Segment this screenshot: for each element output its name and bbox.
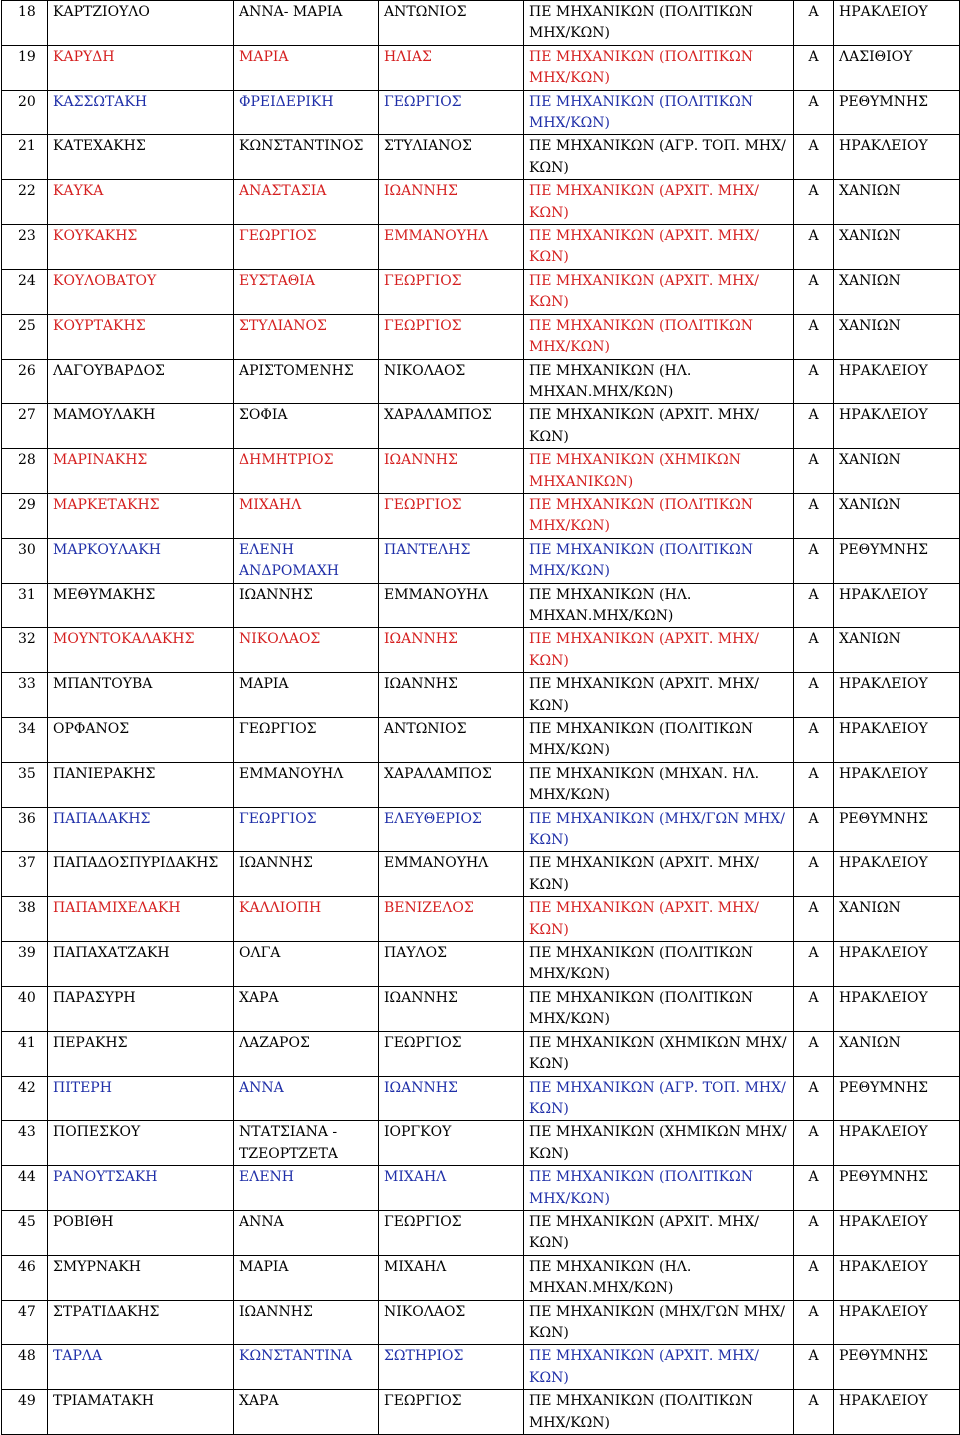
surname-cell: ΜΑΜΟΥΛΑΚΗ — [48, 404, 234, 449]
region-cell: ΗΡΑΚΛΕΙΟΥ — [834, 673, 960, 718]
father-name-cell: ΝΙΚΟΛΑΟΣ — [379, 359, 524, 404]
first-name-cell: ΕΛΕΝΗ — [234, 1166, 379, 1211]
father-name-cell: ΑΝΤΩΝΙΟΣ — [379, 1, 524, 46]
first-name-cell: ΣΤΥΛΙΑΝΟΣ — [234, 314, 379, 359]
first-name-cell: ΚΩΝΣΤΑΝΤΙΝΑ — [234, 1345, 379, 1390]
region-cell: ΧΑΝΙΩΝ — [834, 180, 960, 225]
table-row — [2, 359, 960, 404]
father-name-cell: ΣΩΤΗΡΙΟΣ — [379, 1345, 524, 1390]
table-row — [2, 718, 960, 763]
surname-cell: ΜΑΡΙΝΑΚΗΣ — [48, 449, 234, 494]
table-row — [2, 90, 960, 135]
region-cell: ΗΡΑΚΛΕΙΟΥ — [834, 986, 960, 1031]
surname-cell: ΣΤΡΑΤΙΔΑΚΗΣ — [48, 1300, 234, 1345]
row-number: 24 — [2, 269, 48, 314]
first-name-cell: ΑΝΝΑ — [234, 1210, 379, 1255]
table-row — [2, 1255, 960, 1300]
row-number: 36 — [2, 807, 48, 852]
department-cell: ΠΕ ΜΗΧΑΝΙΚΩΝ (ΑΡΧΙΤ. ΜΗΧ/ΚΩΝ) — [524, 673, 794, 718]
surname-cell: ΚΑΡΤΖΙΟΥΛΟ — [48, 1, 234, 46]
table-row — [2, 449, 960, 494]
father-name-cell: ΓΕΩΡΓΙΟΣ — [379, 269, 524, 314]
first-name-cell: ΜΑΡΙΑ — [234, 1255, 379, 1300]
department-cell: ΠΕ ΜΗΧΑΝΙΚΩΝ (ΠΟΛΙΤΙΚΩΝ ΜΗΧ/ΚΩΝ) — [524, 538, 794, 583]
first-name-cell: ΝΙΚΟΛΑΟΣ — [234, 628, 379, 673]
first-name-cell: ΙΩΑΝΝΗΣ — [234, 1300, 379, 1345]
department-cell: ΠΕ ΜΗΧΑΝΙΚΩΝ (ΑΡΧΙΤ. ΜΗΧ/ΚΩΝ) — [524, 897, 794, 942]
row-number: 26 — [2, 359, 48, 404]
category-cell: Α — [794, 1166, 834, 1211]
table-row — [2, 404, 960, 449]
table-row — [2, 1390, 960, 1435]
category-cell: Α — [794, 404, 834, 449]
region-cell: ΗΡΑΚΛΕΙΟΥ — [834, 1, 960, 46]
father-name-cell: ΠΑΝΤΕΛΗΣ — [379, 538, 524, 583]
row-number: 31 — [2, 583, 48, 628]
row-number: 41 — [2, 1031, 48, 1076]
father-name-cell: ΠΑΥΛΟΣ — [379, 942, 524, 987]
father-name-cell: ΕΜΜΑΝΟΥΗΛ — [379, 583, 524, 628]
surname-cell: ΚΑΣΣΩΤΑΚΗ — [48, 90, 234, 135]
table-row — [2, 493, 960, 538]
father-name-cell: ΕΛΕΥΘΕΡΙΟΣ — [379, 807, 524, 852]
surname-cell: ΠΑΠΑΔΑΚΗΣ — [48, 807, 234, 852]
department-cell: ΠΕ ΜΗΧΑΝΙΚΩΝ (ΑΡΧΙΤ. ΜΗΧ/ΚΩΝ) — [524, 404, 794, 449]
category-cell: Α — [794, 493, 834, 538]
surname-cell: ΠΕΡΑΚΗΣ — [48, 1031, 234, 1076]
table-row — [2, 45, 960, 90]
region-cell: ΡΕΘΥΜΝΗΣ — [834, 1345, 960, 1390]
father-name-cell: ΙΩΑΝΝΗΣ — [379, 180, 524, 225]
row-number: 37 — [2, 852, 48, 897]
region-cell: ΗΡΑΚΛΕΙΟΥ — [834, 942, 960, 987]
table-row — [2, 538, 960, 583]
surname-cell: ΚΟΥΛΟΒΑΤΟΥ — [48, 269, 234, 314]
department-cell: ΠΕ ΜΗΧΑΝΙΚΩΝ (ΠΟΛΙΤΙΚΩΝ ΜΗΧ/ΚΩΝ) — [524, 45, 794, 90]
candidates-table — [1, 0, 960, 1435]
region-cell: ΗΡΑΚΛΕΙΟΥ — [834, 1255, 960, 1300]
department-cell: ΠΕ ΜΗΧΑΝΙΚΩΝ (ΠΟΛΙΤΙΚΩΝ ΜΗΧ/ΚΩΝ) — [524, 1, 794, 46]
row-number: 22 — [2, 180, 48, 225]
category-cell: Α — [794, 45, 834, 90]
row-number: 47 — [2, 1300, 48, 1345]
first-name-cell: ΕΛΕΝΗ ΑΝΔΡΟΜΑΧΗ — [234, 538, 379, 583]
department-cell: ΠΕ ΜΗΧΑΝΙΚΩΝ (ΗΛ. ΜΗΧΑΝ.ΜΗΧ/ΚΩΝ) — [524, 359, 794, 404]
department-cell: ΠΕ ΜΗΧΑΝΙΚΩΝ (ΜΗΧ/ΓΩΝ ΜΗΧ/ΚΩΝ) — [524, 807, 794, 852]
category-cell: Α — [794, 1345, 834, 1390]
category-cell: Α — [794, 718, 834, 763]
first-name-cell: ΧΑΡΑ — [234, 986, 379, 1031]
department-cell: ΠΕ ΜΗΧΑΝΙΚΩΝ (ΑΡΧΙΤ. ΜΗΧ/ΚΩΝ) — [524, 852, 794, 897]
surname-cell: ΜΑΡΚΕΤΑΚΗΣ — [48, 493, 234, 538]
region-cell: ΗΡΑΚΛΕΙΟΥ — [834, 762, 960, 807]
first-name-cell: ΛΑΖΑΡΟΣ — [234, 1031, 379, 1076]
father-name-cell: ΕΜΜΑΝΟΥΗΛ — [379, 225, 524, 270]
department-cell: ΠΕ ΜΗΧΑΝΙΚΩΝ (ΑΓΡ. ΤΟΠ. ΜΗΧ/ΚΩΝ) — [524, 1076, 794, 1121]
row-number: 28 — [2, 449, 48, 494]
surname-cell: ΟΡΦΑΝΟΣ — [48, 718, 234, 763]
surname-cell: ΠΑΠΑΜΙΧΕΛΑΚΗ — [48, 897, 234, 942]
row-number: 27 — [2, 404, 48, 449]
row-number: 40 — [2, 986, 48, 1031]
row-number: 30 — [2, 538, 48, 583]
father-name-cell: ΒΕΝΙΖΕΛΟΣ — [379, 897, 524, 942]
region-cell: ΗΡΑΚΛΕΙΟΥ — [834, 1210, 960, 1255]
department-cell: ΠΕ ΜΗΧΑΝΙΚΩΝ (ΗΛ. ΜΗΧΑΝ.ΜΗΧ/ΚΩΝ) — [524, 583, 794, 628]
category-cell: Α — [794, 538, 834, 583]
region-cell: ΧΑΝΙΩΝ — [834, 628, 960, 673]
first-name-cell: ΓΕΩΡΓΙΟΣ — [234, 807, 379, 852]
row-number: 35 — [2, 762, 48, 807]
table-row — [2, 897, 960, 942]
category-cell: Α — [794, 762, 834, 807]
category-cell: Α — [794, 180, 834, 225]
first-name-cell: ΕΜΜΑΝΟΥΗΛ — [234, 762, 379, 807]
first-name-cell: ΑΝΑΣΤΑΣΙΑ — [234, 180, 379, 225]
row-number: 19 — [2, 45, 48, 90]
table-row — [2, 314, 960, 359]
department-cell: ΠΕ ΜΗΧΑΝΙΚΩΝ (ΜΗΧ/ΓΩΝ ΜΗΧ/ΚΩΝ) — [524, 1300, 794, 1345]
father-name-cell: ΜΙΧΑΗΛ — [379, 1255, 524, 1300]
department-cell: ΠΕ ΜΗΧΑΝΙΚΩΝ (ΠΟΛΙΤΙΚΩΝ ΜΗΧ/ΚΩΝ) — [524, 986, 794, 1031]
first-name-cell: ΣΟΦΙΑ — [234, 404, 379, 449]
region-cell: ΗΡΑΚΛΕΙΟΥ — [834, 718, 960, 763]
first-name-cell: ΚΩΝΣΤΑΝΤΙΝΟΣ — [234, 135, 379, 180]
first-name-cell: ΦΡΕΙΔΕΡΙΚΗ — [234, 90, 379, 135]
first-name-cell: ΑΡΙΣΤΟΜΕΝΗΣ — [234, 359, 379, 404]
category-cell: Α — [794, 897, 834, 942]
surname-cell: ΜΟΥΝΤΟΚΑΛΑΚΗΣ — [48, 628, 234, 673]
father-name-cell: ΓΕΩΡΓΙΟΣ — [379, 314, 524, 359]
region-cell: ΗΡΑΚΛΕΙΟΥ — [834, 404, 960, 449]
category-cell: Α — [794, 1255, 834, 1300]
surname-cell: ΠΑΠΑΔΟΣΠΥΡΙΔΑΚΗΣ — [48, 852, 234, 897]
category-cell: Α — [794, 628, 834, 673]
category-cell: Α — [794, 225, 834, 270]
row-number: 49 — [2, 1390, 48, 1435]
region-cell: ΗΡΑΚΛΕΙΟΥ — [834, 1390, 960, 1435]
region-cell: ΗΡΑΚΛΕΙΟΥ — [834, 359, 960, 404]
first-name-cell: ΚΑΛΛΙΟΠΗ — [234, 897, 379, 942]
father-name-cell: ΣΤΥΛΙΑΝΟΣ — [379, 135, 524, 180]
first-name-cell: ΓΕΩΡΓΙΟΣ — [234, 718, 379, 763]
region-cell: ΡΕΘΥΜΝΗΣ — [834, 1166, 960, 1211]
category-cell: Α — [794, 583, 834, 628]
department-cell: ΠΕ ΜΗΧΑΝΙΚΩΝ (ΜΗΧΑΝ. ΗΛ. ΜΗΧ/ΚΩΝ) — [524, 762, 794, 807]
first-name-cell: ΜΑΡΙΑ — [234, 673, 379, 718]
region-cell: ΧΑΝΙΩΝ — [834, 449, 960, 494]
department-cell: ΠΕ ΜΗΧΑΝΙΚΩΝ (ΑΡΧΙΤ. ΜΗΧ/ΚΩΝ) — [524, 1345, 794, 1390]
table-row — [2, 1300, 960, 1345]
first-name-cell: ΑΝΝΑ- ΜΑΡΙΑ — [234, 1, 379, 46]
department-cell: ΠΕ ΜΗΧΑΝΙΚΩΝ (ΠΟΛΙΤΙΚΩΝ ΜΗΧ/ΚΩΝ) — [524, 90, 794, 135]
category-cell: Α — [794, 359, 834, 404]
category-cell: Α — [794, 135, 834, 180]
region-cell: ΧΑΝΙΩΝ — [834, 269, 960, 314]
father-name-cell: ΓΕΩΡΓΙΟΣ — [379, 1031, 524, 1076]
category-cell: Α — [794, 90, 834, 135]
row-number: 34 — [2, 718, 48, 763]
category-cell: Α — [794, 673, 834, 718]
department-cell: ΠΕ ΜΗΧΑΝΙΚΩΝ (ΑΡΧΙΤ. ΜΗΧ/ΚΩΝ) — [524, 269, 794, 314]
surname-cell: ΛΑΓΟΥΒΑΡΔΟΣ — [48, 359, 234, 404]
department-cell: ΠΕ ΜΗΧΑΝΙΚΩΝ (ΑΡΧΙΤ. ΜΗΧ/ΚΩΝ) — [524, 225, 794, 270]
father-name-cell: ΙΩΑΝΝΗΣ — [379, 449, 524, 494]
father-name-cell: ΑΝΤΩΝΙΟΣ — [379, 718, 524, 763]
table-row — [2, 225, 960, 270]
first-name-cell: ΟΛΓΑ — [234, 942, 379, 987]
table-row — [2, 673, 960, 718]
row-number: 21 — [2, 135, 48, 180]
surname-cell: ΜΑΡΚΟΥΛΑΚΗ — [48, 538, 234, 583]
row-number: 44 — [2, 1166, 48, 1211]
department-cell: ΠΕ ΜΗΧΑΝΙΚΩΝ (ΑΓΡ. ΤΟΠ. ΜΗΧ/ΚΩΝ) — [524, 135, 794, 180]
father-name-cell: ΙΩΑΝΝΗΣ — [379, 673, 524, 718]
region-cell: ΗΡΑΚΛΕΙΟΥ — [834, 852, 960, 897]
first-name-cell: ΙΩΑΝΝΗΣ — [234, 852, 379, 897]
father-name-cell: ΓΕΩΡΓΙΟΣ — [379, 1210, 524, 1255]
father-name-cell: ΓΕΩΡΓΙΟΣ — [379, 493, 524, 538]
region-cell: ΗΡΑΚΛΕΙΟΥ — [834, 135, 960, 180]
row-number: 20 — [2, 90, 48, 135]
row-number: 18 — [2, 1, 48, 46]
category-cell: Α — [794, 807, 834, 852]
department-cell: ΠΕ ΜΗΧΑΝΙΚΩΝ (ΑΡΧΙΤ. ΜΗΧ/ΚΩΝ) — [524, 628, 794, 673]
department-cell: ΠΕ ΜΗΧΑΝΙΚΩΝ (ΠΟΛΙΤΙΚΩΝ ΜΗΧ/ΚΩΝ) — [524, 1390, 794, 1435]
department-cell: ΠΕ ΜΗΧΑΝΙΚΩΝ (ΧΗΜΙΚΩΝ ΜΗΧ/ΚΩΝ) — [524, 1031, 794, 1076]
father-name-cell: ΙΩΑΝΝΗΣ — [379, 628, 524, 673]
table-body — [2, 1, 960, 1435]
region-cell: ΧΑΝΙΩΝ — [834, 314, 960, 359]
region-cell: ΗΡΑΚΛΕΙΟΥ — [834, 1300, 960, 1345]
table-row — [2, 628, 960, 673]
surname-cell: ΤΡΙΑΜΑΤΑΚΗ — [48, 1390, 234, 1435]
first-name-cell: ΝΤΑΤΣΙΑΝΑ - ΤΖΕΟΡΤΖΕΤΑ — [234, 1121, 379, 1166]
father-name-cell: ΓΕΩΡΓΙΟΣ — [379, 90, 524, 135]
department-cell: ΠΕ ΜΗΧΑΝΙΚΩΝ (ΠΟΛΙΤΙΚΩΝ ΜΗΧ/ΚΩΝ) — [524, 314, 794, 359]
surname-cell: ΚΟΥΚΑΚΗΣ — [48, 225, 234, 270]
surname-cell: ΠΑΡΑΣΥΡΗ — [48, 986, 234, 1031]
father-name-cell: ΗΛΙΑΣ — [379, 45, 524, 90]
surname-cell: ΚΑΥΚΑ — [48, 180, 234, 225]
table-row — [2, 986, 960, 1031]
category-cell: Α — [794, 269, 834, 314]
surname-cell: ΠΑΝΙΕΡΑΚΗΣ — [48, 762, 234, 807]
row-number: 43 — [2, 1121, 48, 1166]
row-number: 25 — [2, 314, 48, 359]
father-name-cell: ΧΑΡΑΛΑΜΠΟΣ — [379, 404, 524, 449]
table-row — [2, 1076, 960, 1121]
surname-cell: ΚΑΤΕΧΑΚΗΣ — [48, 135, 234, 180]
category-cell: Α — [794, 942, 834, 987]
region-cell: ΡΕΘΥΜΝΗΣ — [834, 807, 960, 852]
father-name-cell: ΜΙΧΑΗΛ — [379, 1166, 524, 1211]
father-name-cell: ΧΑΡΑΛΑΜΠΟΣ — [379, 762, 524, 807]
table-row — [2, 942, 960, 987]
surname-cell: ΜΠΑΝΤΟΥΒΑ — [48, 673, 234, 718]
surname-cell: ΠΙΤΕΡΗ — [48, 1076, 234, 1121]
region-cell: ΡΕΘΥΜΝΗΣ — [834, 90, 960, 135]
region-cell: ΧΑΝΙΩΝ — [834, 225, 960, 270]
father-name-cell: ΙΩΑΝΝΗΣ — [379, 1076, 524, 1121]
category-cell: Α — [794, 1300, 834, 1345]
father-name-cell: ΙΩΑΝΝΗΣ — [379, 986, 524, 1031]
surname-cell: ΣΜΥΡΝΑΚΗ — [48, 1255, 234, 1300]
father-name-cell: ΙΟΡΓΚΟΥ — [379, 1121, 524, 1166]
region-cell: ΧΑΝΙΩΝ — [834, 1031, 960, 1076]
region-cell: ΡΕΘΥΜΝΗΣ — [834, 538, 960, 583]
row-number: 46 — [2, 1255, 48, 1300]
father-name-cell: ΓΕΩΡΓΙΟΣ — [379, 1390, 524, 1435]
surname-cell: ΠΟΠΕΣΚΟΥ — [48, 1121, 234, 1166]
category-cell: Α — [794, 986, 834, 1031]
department-cell: ΠΕ ΜΗΧΑΝΙΚΩΝ (ΠΟΛΙΤΙΚΩΝ ΜΗΧ/ΚΩΝ) — [524, 942, 794, 987]
table-row — [2, 269, 960, 314]
first-name-cell: ΜΙΧΑΗΛ — [234, 493, 379, 538]
department-cell: ΠΕ ΜΗΧΑΝΙΚΩΝ (ΧΗΜΙΚΩΝ ΜΗΧ/ΚΩΝ) — [524, 1121, 794, 1166]
region-cell: ΧΑΝΙΩΝ — [834, 493, 960, 538]
table-row — [2, 180, 960, 225]
first-name-cell: ΜΑΡΙΑ — [234, 45, 379, 90]
department-cell: ΠΕ ΜΗΧΑΝΙΚΩΝ (ΠΟΛΙΤΙΚΩΝ ΜΗΧ/ΚΩΝ) — [524, 493, 794, 538]
surname-cell: ΚΟΥΡΤΑΚΗΣ — [48, 314, 234, 359]
surname-cell: ΡΟΒΙΘΗ — [48, 1210, 234, 1255]
row-number: 29 — [2, 493, 48, 538]
surname-cell: ΚΑΡΥΔΗ — [48, 45, 234, 90]
category-cell: Α — [794, 1076, 834, 1121]
surname-cell: ΤΑΡΛΑ — [48, 1345, 234, 1390]
table-row — [2, 852, 960, 897]
region-cell: ΛΑΣΙΘΙΟΥ — [834, 45, 960, 90]
region-cell: ΡΕΘΥΜΝΗΣ — [834, 1076, 960, 1121]
row-number: 33 — [2, 673, 48, 718]
table-row — [2, 1, 960, 46]
first-name-cell: ΓΕΩΡΓΙΟΣ — [234, 225, 379, 270]
table-row — [2, 1121, 960, 1166]
surname-cell: ΜΕΘΥΜΑΚΗΣ — [48, 583, 234, 628]
department-cell: ΠΕ ΜΗΧΑΝΙΚΩΝ (ΠΟΛΙΤΙΚΩΝ ΜΗΧ/ΚΩΝ) — [524, 1166, 794, 1211]
region-cell: ΗΡΑΚΛΕΙΟΥ — [834, 1121, 960, 1166]
table-row — [2, 1210, 960, 1255]
row-number: 38 — [2, 897, 48, 942]
first-name-cell: ΔΗΜΗΤΡΙΟΣ — [234, 449, 379, 494]
father-name-cell: ΝΙΚΟΛΑΟΣ — [379, 1300, 524, 1345]
category-cell: Α — [794, 852, 834, 897]
category-cell: Α — [794, 1031, 834, 1076]
row-number: 32 — [2, 628, 48, 673]
category-cell: Α — [794, 449, 834, 494]
region-cell: ΧΑΝΙΩΝ — [834, 897, 960, 942]
row-number: 48 — [2, 1345, 48, 1390]
surname-cell: ΠΑΠΑΧΑΤΖΑΚΗ — [48, 942, 234, 987]
table-row — [2, 1031, 960, 1076]
row-number: 45 — [2, 1210, 48, 1255]
department-cell: ΠΕ ΜΗΧΑΝΙΚΩΝ (ΧΗΜΙΚΩΝ ΜΗΧΑΝΙΚΩΝ) — [524, 449, 794, 494]
category-cell: Α — [794, 1, 834, 46]
category-cell: Α — [794, 1210, 834, 1255]
department-cell: ΠΕ ΜΗΧΑΝΙΚΩΝ (ΑΡΧΙΤ. ΜΗΧ/ΚΩΝ) — [524, 1210, 794, 1255]
category-cell: Α — [794, 1121, 834, 1166]
first-name-cell: ΑΝΝΑ — [234, 1076, 379, 1121]
category-cell: Α — [794, 1390, 834, 1435]
row-number: 39 — [2, 942, 48, 987]
region-cell: ΗΡΑΚΛΕΙΟΥ — [834, 583, 960, 628]
department-cell: ΠΕ ΜΗΧΑΝΙΚΩΝ (ΑΡΧΙΤ. ΜΗΧ/ΚΩΝ) — [524, 180, 794, 225]
surname-cell: ΡΑΝΟΥΤΣΑΚΗ — [48, 1166, 234, 1211]
first-name-cell: ΕΥΣΤΑΘΙΑ — [234, 269, 379, 314]
department-cell: ΠΕ ΜΗΧΑΝΙΚΩΝ (ΠΟΛΙΤΙΚΩΝ ΜΗΧ/ΚΩΝ) — [524, 718, 794, 763]
row-number: 42 — [2, 1076, 48, 1121]
table-row — [2, 583, 960, 628]
father-name-cell: ΕΜΜΑΝΟΥΗΛ — [379, 852, 524, 897]
table-row — [2, 762, 960, 807]
first-name-cell: ΙΩΑΝΝΗΣ — [234, 583, 379, 628]
table-row — [2, 1166, 960, 1211]
first-name-cell: ΧΑΡΑ — [234, 1390, 379, 1435]
category-cell: Α — [794, 314, 834, 359]
table-row — [2, 135, 960, 180]
department-cell: ΠΕ ΜΗΧΑΝΙΚΩΝ (ΗΛ. ΜΗΧΑΝ.ΜΗΧ/ΚΩΝ) — [524, 1255, 794, 1300]
table-row — [2, 807, 960, 852]
row-number: 23 — [2, 225, 48, 270]
